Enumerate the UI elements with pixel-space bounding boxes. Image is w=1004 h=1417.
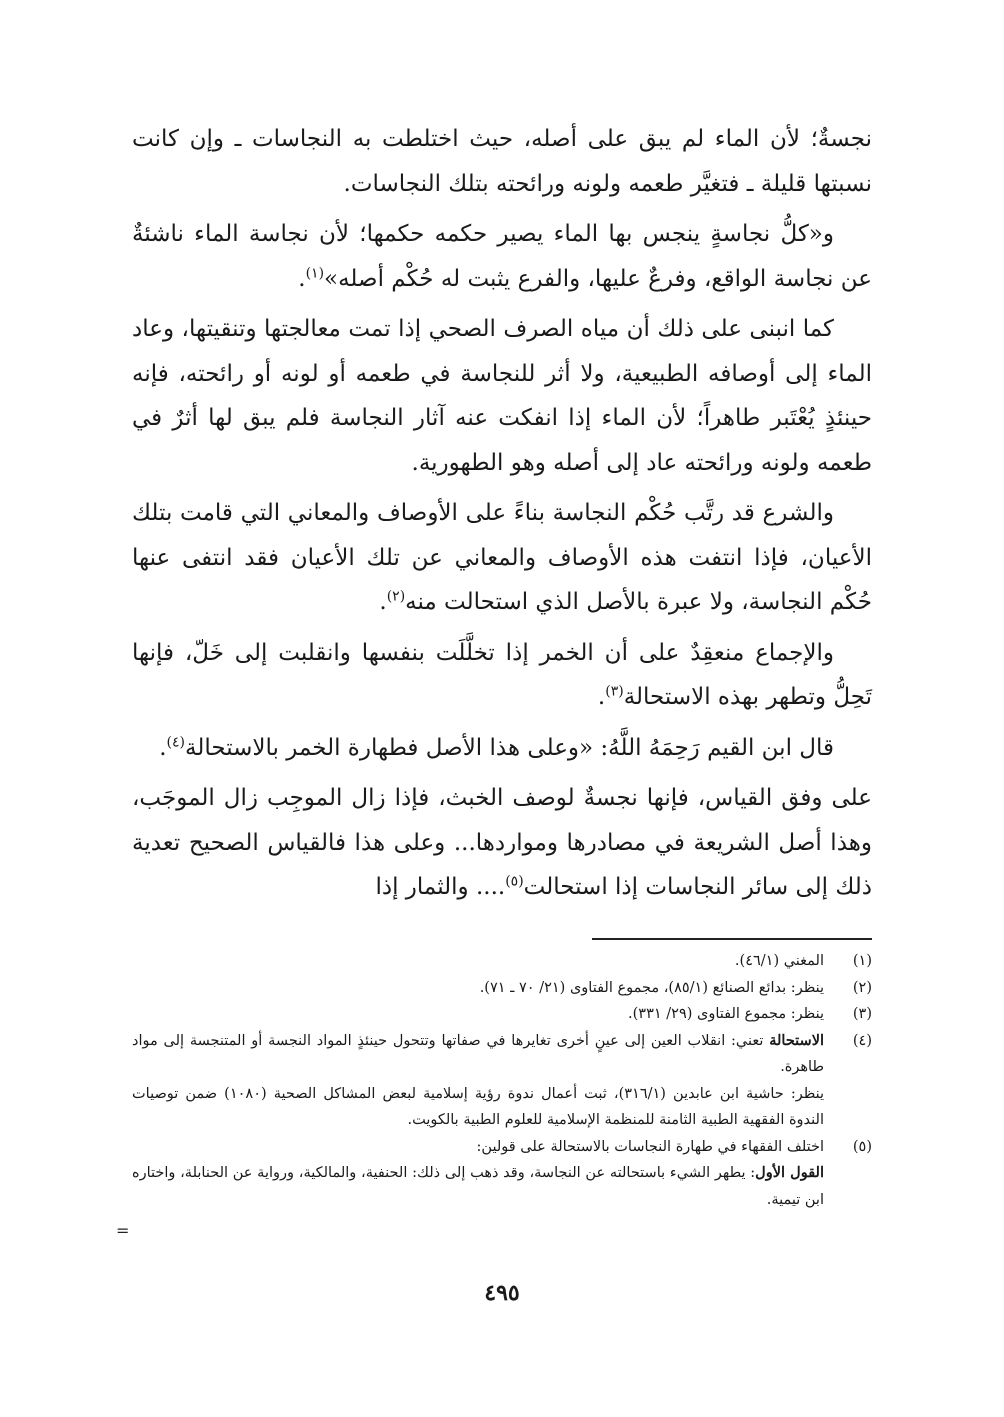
footnote-5-text: اختلف الفقهاء في طهارة النجاسات بالاستحالة على قولين: [476, 1138, 824, 1155]
page-number: ٤٩٥ [484, 1280, 520, 1306]
footnote-5-term: القول الأول [755, 1164, 824, 1181]
footnote-4-continuation: ينظر: حاشية ابن عابدين (٣١٦/١)، ثبت أعمال ندوة رؤية إسلامية لبعض المشاكل الصحية (١٠٨٠) ضمن توصيات الندوة الفقهية الطبية الثامنة للمنظمة الإسلامية للعلوم الطبية بالكويت. [132, 1085, 825, 1128]
footnote-5 [132, 1134, 872, 1161]
footnote-2-number: (٢) [852, 979, 872, 996]
footnote-marker-5[interactable]: (٥) [505, 873, 524, 890]
footnote-4-text: تعني: انقلاب العين إلى عينٍ أخرى تغايرها في صفاتها وتتحول حينئذٍ المواد النجسة أو المتنجسة إلى مواد طاهرة. [132, 1032, 824, 1075]
footnote-5-continuation [132, 1160, 872, 1213]
footnote-2 [132, 975, 872, 1002]
footnote-3-text: ينظر: مجموع الفتاوى (٢٩/ ٣٣١). [628, 1006, 824, 1022]
paragraph-7-tail: .... والثمار إذا [375, 874, 506, 900]
paragraph-7 [132, 776, 872, 910]
paragraph-4-text: والشرع قد رتَّب حُكْم النجاسة بناءً على الأوصاف والمعاني التي قامت بتلك الأعيان، فإذا انتفت هذه الأوصاف والمعاني عن تلك الأعيان فقد انتفى عنها حُكْم النجاسة، ولا عبرة بالأصل الذي استحالت منه [132, 500, 873, 615]
main-text [132, 117, 872, 916]
paragraph-2 [132, 212, 872, 301]
paragraph-1 [132, 117, 872, 206]
footnote-5-number: (٥) [852, 1138, 872, 1155]
paragraph-3 [132, 307, 872, 485]
footnote-separator [592, 938, 872, 940]
paragraph-4-period: . [379, 589, 387, 615]
paragraph-5 [132, 631, 872, 720]
footnote-4 [132, 1028, 872, 1081]
footnote-4-body [132, 1028, 824, 1081]
footnote-marker-2[interactable]: (٢) [386, 588, 406, 605]
continuation-mark: = [116, 1221, 130, 1240]
footnote-marker-4[interactable]: (٤) [166, 733, 186, 750]
footnote-5-cont-text: : يطهر الشيء باستحالته عن النجاسة، وقد ذهب إلى ذلك: الحنفية، والمالكية، ورواية عن الحنابلة، واختاره ابن تيمية. [132, 1165, 824, 1208]
paragraph-3-text: كما انبنى على ذلك أن مياه الصرف الصحي إذا تمت معالجتها وتنقيتها، وعاد الماء إلى أوصافه الطبيعية، ولا أثر للنجاسة في طعمه أو لونه أو رائحته، فإنه حينئذٍ يُعْتَبر طاهراً؛ لأن الماء إذا انفكت عنه آثار النجاسة فلم يبق لها أثرٌ في طعمه ولونه ورائحته عاد إلى أصله وهو الطهورية. [132, 316, 872, 476]
paragraph-2-period: . [298, 265, 306, 292]
paragraph-6-period: . [159, 734, 167, 761]
footnote-1-text: المغني (٤٦/١). [734, 953, 824, 969]
paragraph-1-text: نجسةٌ؛ لأن الماء لم يبق على أصله، حيث اختلطت به النجاسات ـ وإن كانت نسبتها قليلة ـ فتغيَّر طعمه ولونه ورائحته بتلك النجاسات. [132, 126, 872, 197]
paragraph-6 [132, 726, 872, 771]
paragraph-5-period: . [597, 684, 606, 710]
footnote-2-text: ينظر: بدائع الصنائع (٨٥/١)، مجموع الفتاوى (٢١/ ٧٠ ـ ٧١). [479, 979, 824, 996]
footnote-marker-1[interactable]: (١) [305, 264, 325, 281]
footnote-marker-3[interactable]: (٣) [605, 683, 624, 700]
footnotes-section [132, 948, 872, 1213]
footnote-3-number: (٣) [852, 1006, 872, 1022]
footnote-3 [132, 1001, 872, 1028]
footnote-4-term: الاستحالة [769, 1031, 824, 1049]
footnote-1-number: (١) [852, 953, 872, 969]
paragraph-6-text: قال ابن القيم رَحِمَهُ اللَّهُ: «وعلى هذا الأصل فطهارة الخمر بالاستحالة [185, 734, 834, 761]
footnote-1 [132, 948, 872, 975]
footnote-4-number: (٤) [852, 1032, 872, 1049]
paragraph-2-text: و«كلُّ نجاسةٍ ينجس بها الماء يصير حكمه حكمها؛ لأن نجاسة الماء ناشئةٌ عن نجاسة الواقع، وفرعٌ عليها، والفرع يثبت له حُكْم أصله» [132, 221, 872, 292]
paragraph-7-text: على وفق القياس، فإنها نجسةٌ لوصف الخبث، فإذا زال الموجِب زال الموجَب، وهذا أصل الشريعة في مصادرها ومواردها... وعلى هذا فالقياس الصحيح تعدية ذلك إلى سائر النجاسات إذا استحالت [132, 785, 872, 900]
paragraph-5-text: والإجماع منعقِدٌ على أن الخمر إذا تخلَّلَت بنفسها وانقلبت إلى خَلّ، فإنها تَحِلُّ وتطهر بهذه الاستحالة [132, 639, 872, 710]
paragraph-4 [132, 491, 872, 625]
